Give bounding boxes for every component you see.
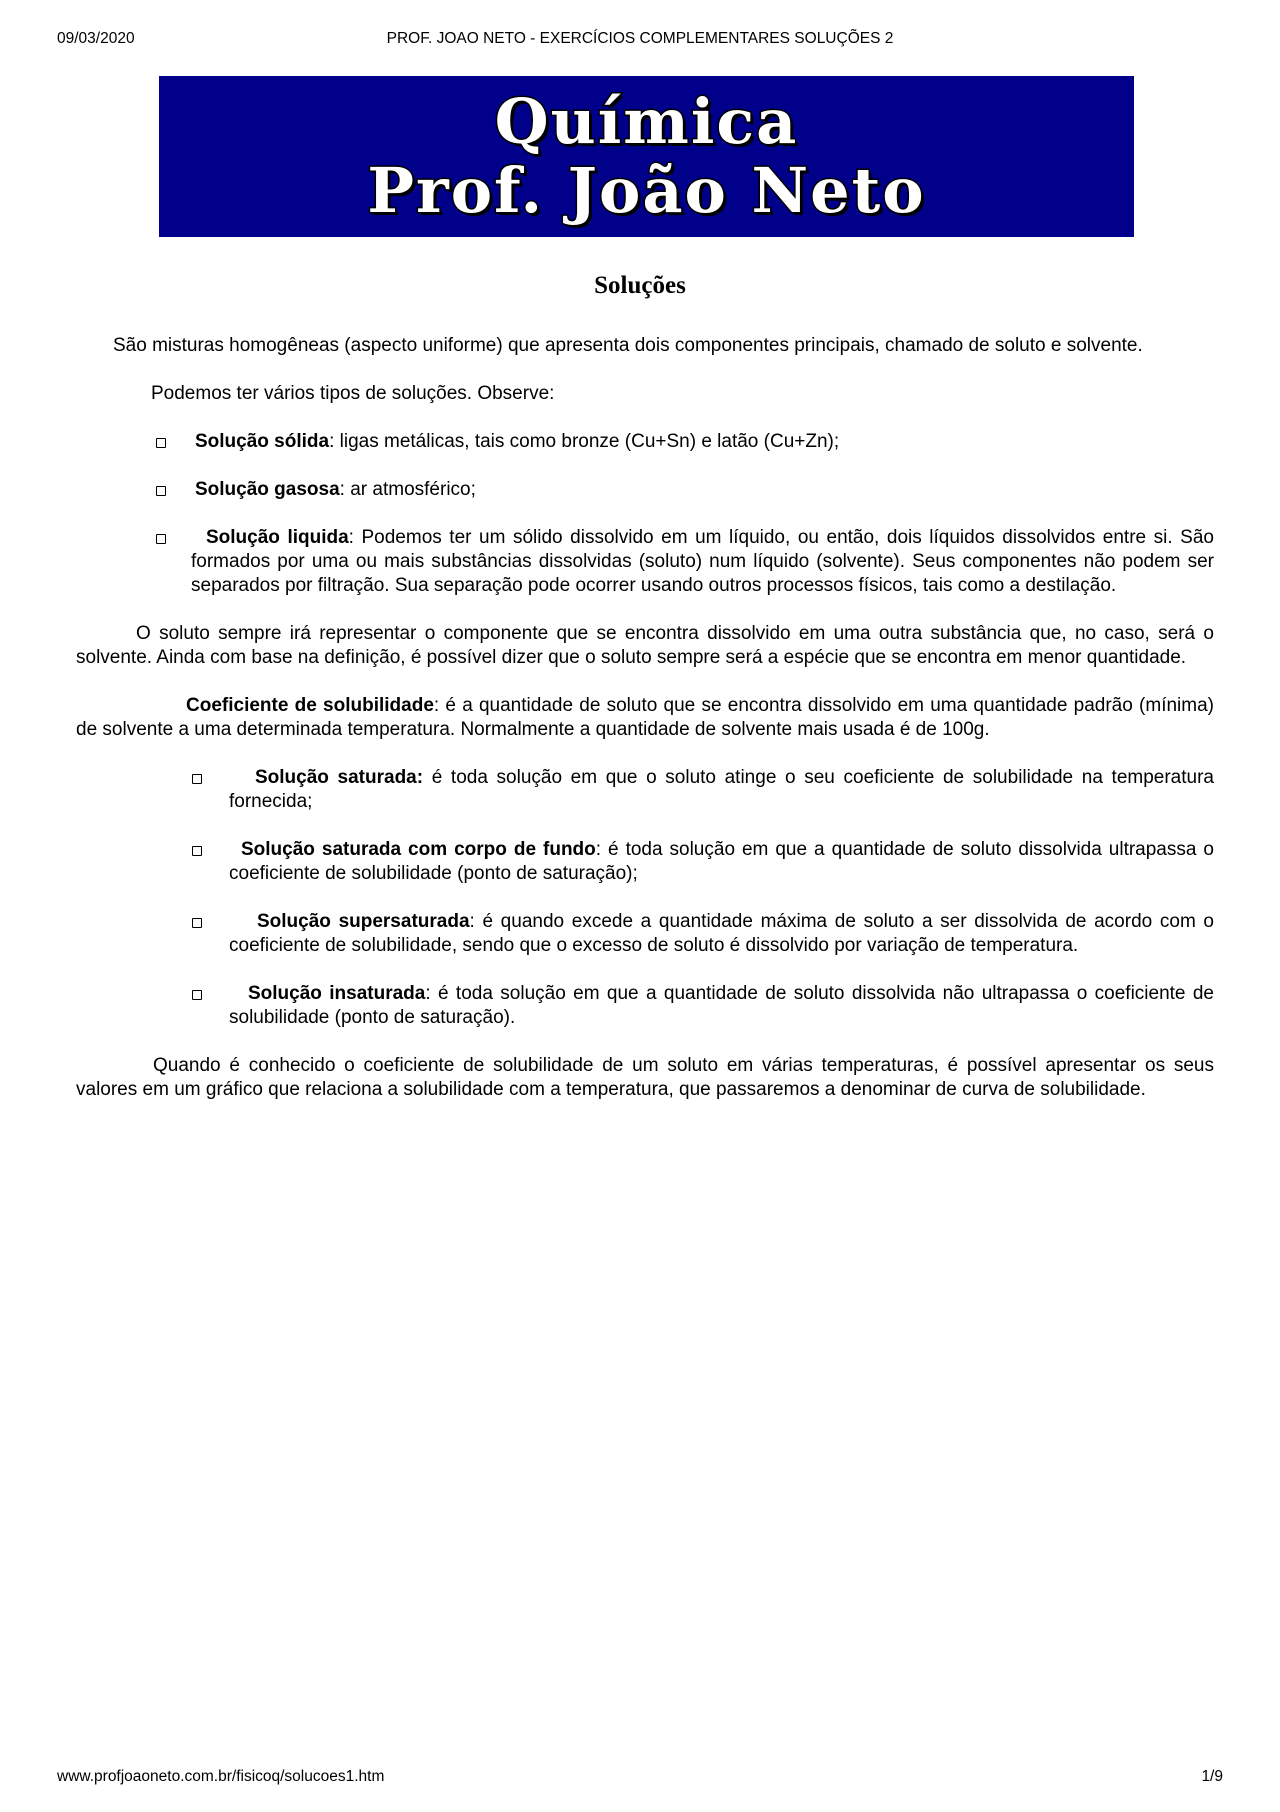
print-footer-url: www.profjoaoneto.com.br/fisicoq/solucoes1.htm xyxy=(57,1768,385,1785)
definition: : é toda solução em que a quantidade de soluto dissolvida não ultrapassa o coeficiente de solubilidade (ponto de saturação). xyxy=(229,983,1214,1028)
definition: : é toda solução em que a quantidade de soluto dissolvida ultrapassa o coeficiente de solubilidade (ponto de saturação); xyxy=(229,839,1214,884)
page-title: Soluções xyxy=(594,272,686,299)
page-number: 1/9 xyxy=(1201,1768,1223,1785)
definition: : ligas metálicas, tais como bronze (Cu+Sn) e latão (Cu+Zn); xyxy=(329,431,840,452)
list-item xyxy=(76,430,1214,454)
list-item xyxy=(76,838,1214,886)
coefficient-paragraph xyxy=(76,694,1214,742)
list-item xyxy=(76,982,1214,1030)
article-body xyxy=(76,334,1214,1102)
checkbox-bullet-icon xyxy=(192,774,202,784)
soluto-paragraph: O soluto sempre irá representar o componente que se encontra dissolvido em uma outra substância que, no caso, será o solvente. Ainda com base na definição, é possível dizer que o soluto sempre será a espécie que se encontra em menor quantidade. xyxy=(76,623,1214,668)
term: Solução saturada: xyxy=(255,767,424,788)
term: Solução liquida xyxy=(206,527,349,548)
curve-paragraph: Quando é conhecido o coeficiente de solubilidade de um soluto em várias temperaturas, é possível apresentar os seus valores em um gráfico que relaciona a solubilidade com a temperatura, que passaremos a denominar de curva de solubilidade. xyxy=(76,1055,1214,1100)
checkbox-bullet-icon xyxy=(192,990,202,1000)
definition: : ar atmosférico; xyxy=(339,479,476,500)
print-header-title: PROF. JOAO NETO - EXERCÍCIOS COMPLEMENTARES SOLUÇÕES 2 xyxy=(386,30,894,47)
checkbox-bullet-icon xyxy=(156,534,166,544)
term: Solução sólida xyxy=(195,431,330,452)
banner-subject: Química xyxy=(494,85,799,159)
term: Solução saturada com corpo de fundo xyxy=(241,839,596,860)
intro-paragraph: São misturas homogêneas (aspecto uniforme) que apresenta dois componentes principais, chamado de soluto e solvente. xyxy=(113,335,1143,356)
definition: : é a quantidade de soluto que se encontra dissolvido em uma quantidade padrão (mínima) de solvente a uma determinada temperatura. Normalmente a quantidade de solvente mais usada é de 100g. xyxy=(76,695,1214,740)
term: Solução supersaturada xyxy=(257,911,470,932)
list-item xyxy=(76,478,1214,502)
definition: : é quando excede a quantidade máxima de soluto a ser dissolvida de acordo com o coeficiente de solubilidade, sendo que o excesso de soluto é dissolvido por variação de temperatura. xyxy=(229,911,1214,956)
checkbox-bullet-icon xyxy=(192,918,202,928)
print-date: 09/03/2020 xyxy=(57,30,135,47)
term: Coeficiente de solubilidade xyxy=(186,695,434,716)
list-item xyxy=(76,910,1214,958)
checkbox-bullet-icon xyxy=(156,486,166,496)
list-item xyxy=(76,526,1214,598)
term: Solução gasosa xyxy=(195,479,340,500)
definition: é toda solução em que o soluto atinge o seu coeficiente de solubilidade na temperatura fornecida; xyxy=(229,767,1214,812)
checkbox-bullet-icon xyxy=(192,846,202,856)
list-item xyxy=(76,766,1214,814)
types-intro: Podemos ter vários tipos de soluções. Observe: xyxy=(151,383,555,404)
term: Solução insaturada xyxy=(248,983,426,1004)
checkbox-bullet-icon xyxy=(156,438,166,448)
banner-author: Prof. João Neto xyxy=(367,153,926,227)
site-banner xyxy=(159,76,1134,237)
definition: : Podemos ter um sólido dissolvido em um líquido, ou então, dois líquidos dissolvidos entre si. São formados por uma ou mais substâncias dissolvidas (soluto) num líquido (solvente). Seus componentes não podem ser separados por filtração. Sua separação pode ocorrer usando outros processos físicos, tais como a destilação. xyxy=(191,527,1214,596)
